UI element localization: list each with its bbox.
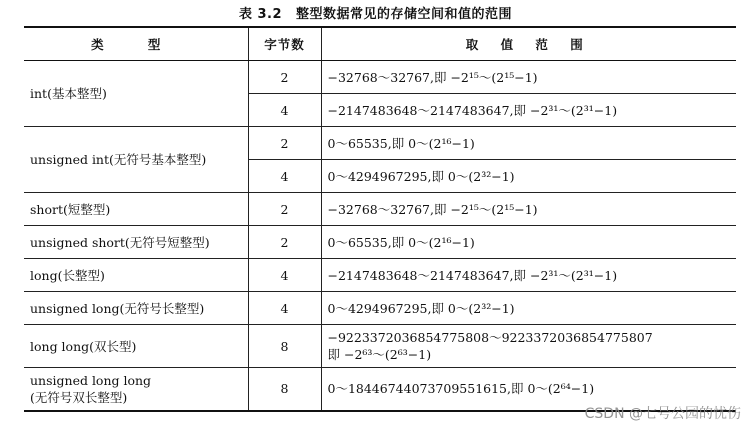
range-cell [321,325,736,368]
type-cell: unsigned int(无符号基本整型) [24,127,248,193]
range-cell: 0～4294967295,即 0～(2³²−1) [321,292,736,325]
csdn-watermark: CSDN @七号公园的忧伤 [584,406,741,422]
table-row [24,259,736,292]
bytes-cell: 4 [248,259,321,292]
header-bytes: 字节数 [248,27,321,61]
table-row [24,226,736,259]
type-cell: unsigned short(无符号短整型) [24,226,248,259]
type-cell: int(基本整型) [24,61,248,127]
range-cell: 0～18446744073709551615,即 0～(2⁶⁴−1) [321,368,736,411]
header-type: 类 型 [24,27,248,61]
type-cell: unsigned long(无符号长整型) [24,292,248,325]
bytes-cell: 4 [248,160,321,193]
table-row [24,325,736,368]
type-cell [24,368,248,411]
range-cell: 0～4294967295,即 0～(2³²−1) [321,160,736,193]
table-caption [0,3,751,22]
bytes-cell: 4 [248,292,321,325]
type-line-1: unsigned long long [30,372,152,388]
integer-types-table [24,26,736,412]
range-cell: 0～65535,即 0～(2¹⁶−1) [321,226,736,259]
range-cell: −32768～32767,即 −2¹⁵～(2¹⁵−1) [321,193,736,226]
range-line-1: −9223372036854775808～9223372036854775807 [327,330,653,345]
table-row [24,193,736,226]
table-row [24,61,736,94]
caption-title: 整型数据常见的存储空间和值的范围 [296,7,513,22]
bytes-cell: 8 [248,325,321,368]
table-header-row [24,27,736,61]
bytes-cell: 2 [248,127,321,160]
range-cell: −2147483648～2147483647,即 −2³¹～(2³¹−1) [321,94,736,127]
header-range: 取 值 范 围 [321,27,736,61]
type-line-2: (无符号双长整型) [30,389,128,405]
type-cell: long long(双长型) [24,325,248,368]
range-cell: 0～65535,即 0～(2¹⁶−1) [321,127,736,160]
bytes-cell: 4 [248,94,321,127]
caption-number: 表 3.2 [238,7,283,22]
table-row [24,127,736,160]
bytes-cell: 2 [248,193,321,226]
bytes-cell: 2 [248,226,321,259]
table-row [24,292,736,325]
range-cell: −32768～32767,即 −2¹⁵～(2¹⁵−1) [321,61,736,94]
bytes-cell: 2 [248,61,321,94]
bytes-cell: 8 [248,368,321,411]
type-cell: short(短整型) [24,193,248,226]
type-cell: long(长整型) [24,259,248,292]
range-cell: −2147483648～2147483647,即 −2³¹～(2³¹−1) [321,259,736,292]
range-line-2: 即 −2⁶³～(2⁶³−1) [327,347,432,362]
